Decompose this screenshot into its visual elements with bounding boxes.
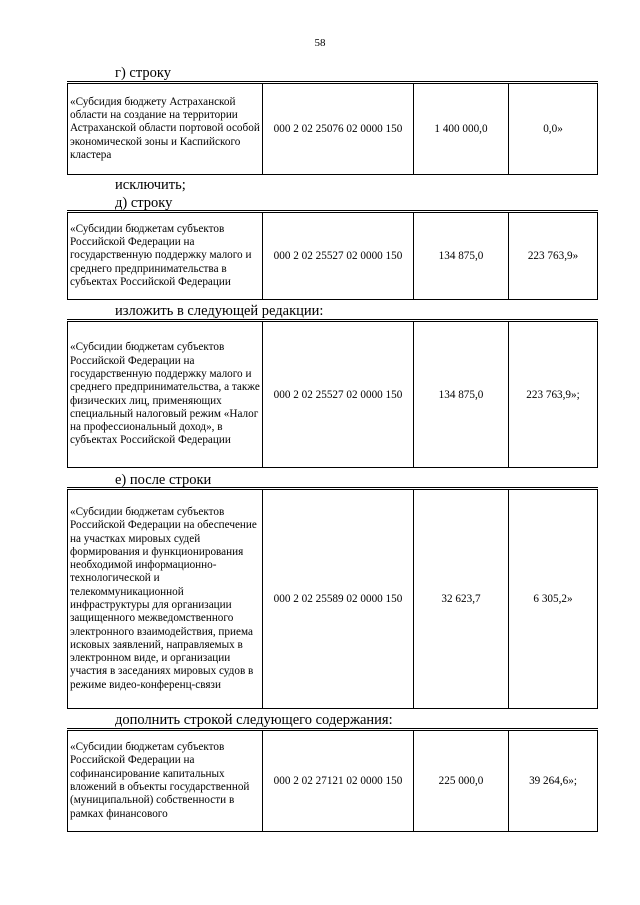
instruction-heading: исключить; xyxy=(115,177,186,193)
budget-table-row xyxy=(67,81,598,175)
row-code: 000 2 02 25527 02 0000 150 xyxy=(263,212,414,300)
instruction-heading: дополнить строкой следующего содержания: xyxy=(115,712,393,728)
page-number: 58 xyxy=(314,37,326,49)
row-value-1: 134 875,0 xyxy=(414,321,509,468)
row-value-2: 6 305,2» xyxy=(509,489,598,709)
row-code: 000 2 02 25527 02 0000 150 xyxy=(263,321,414,468)
row-value-2: 223 763,9» xyxy=(509,212,598,300)
row-name: «Субсидии бюджетам субъектов Российской Федерации на софинансирование капитальных вложений в объекты государственной (муниципальной) собственности в рамках финансового xyxy=(68,730,263,832)
budget-table-row xyxy=(67,728,598,832)
row-value-2: 223 763,9»; xyxy=(509,321,598,468)
instruction-heading: изложить в следующей редакции: xyxy=(115,303,324,319)
row-value-1: 32 623,7 xyxy=(414,489,509,709)
instruction-heading: е) после строки xyxy=(115,472,212,488)
row-value-2: 39 264,6»; xyxy=(509,730,598,832)
row-value-2: 0,0» xyxy=(509,83,598,175)
row-name: «Субсидии бюджетам субъектов Российской Федерации на обеспечение на участках мировых судей формирования и функционирования необходимой информационно-технологической и телекоммуникационной инфраструктуры для организации защищенного межведомственного электронного взаимодействия, приема исковых заявлений, направляемых в электронном виде, и организации участия в заседаниях мировых судов в режиме видео-конференц-связи xyxy=(68,489,263,709)
instruction-heading: д) строку xyxy=(115,195,173,211)
row-code: 000 2 02 27121 02 0000 150 xyxy=(263,730,414,832)
row-code: 000 2 02 25076 02 0000 150 xyxy=(263,83,414,175)
budget-table-row xyxy=(67,319,598,468)
row-name: «Субсидии бюджетам субъектов Российской Федерации на государственную поддержку малого и среднего предпринимательства, а также физических лиц, применяющих специальный налоговый режим «Налог на профессиональный доход», в субъектах Российской Федерации xyxy=(68,321,263,468)
row-name: «Субсидии бюджетам субъектов Российской Федерации на государственную поддержку малого и среднего предпринимательства в субъектах Российской Федерации xyxy=(68,212,263,300)
instruction-heading: г) строку xyxy=(115,65,171,81)
row-name: «Субсидия бюджету Астраханской области на создание на территории Астраханской области портовой особой экономической зоны и Каспийского кластера xyxy=(68,83,263,175)
budget-table-row xyxy=(67,210,598,300)
row-value-1: 1 400 000,0 xyxy=(414,83,509,175)
row-value-1: 134 875,0 xyxy=(414,212,509,300)
budget-table-row xyxy=(67,487,598,709)
row-code: 000 2 02 25589 02 0000 150 xyxy=(263,489,414,709)
row-value-1: 225 000,0 xyxy=(414,730,509,832)
